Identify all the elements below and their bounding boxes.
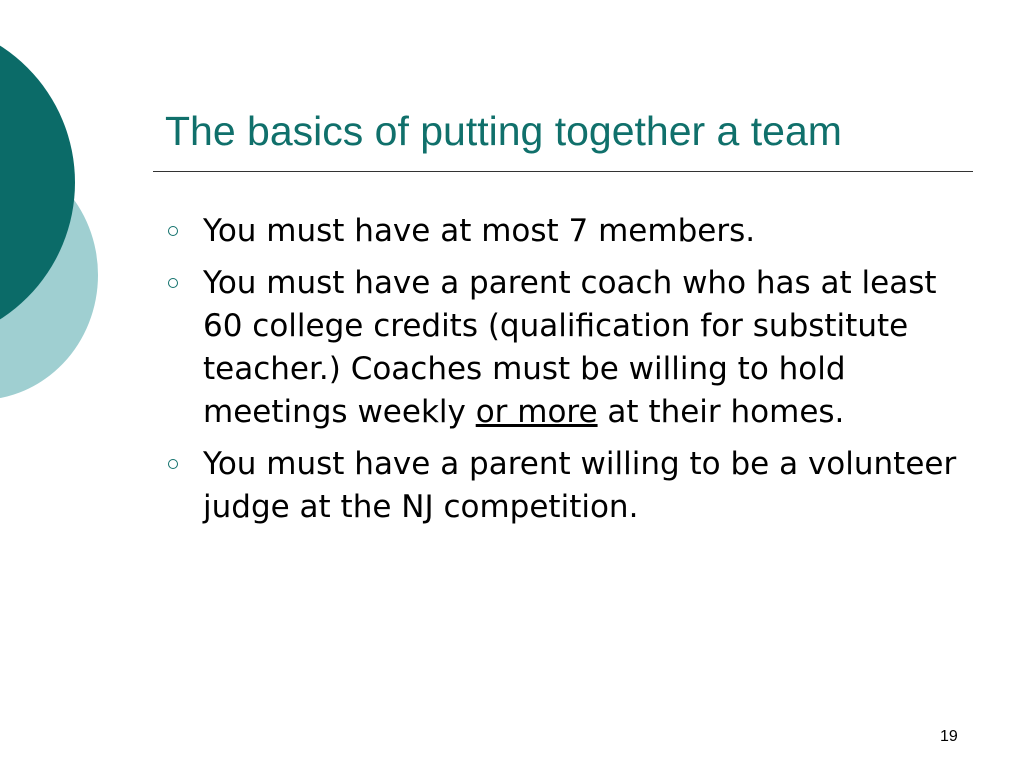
bullet-text-part: You must have a parent coach who has at least 60 college credits (qualification for substitute teacher.) Coaches must be willing to hold meetings weekly <box>203 265 937 430</box>
bullet-item <box>165 262 965 434</box>
slide-title: The basics of putting together a team <box>165 108 842 154</box>
bullet-circle-icon <box>168 226 178 236</box>
bullet-text: You must have a parent willing to be a volunteer judge at the NJ competition. <box>203 446 957 525</box>
bullet-item <box>165 443 965 529</box>
title-divider <box>153 171 973 172</box>
bullet-item <box>165 210 965 253</box>
bullet-circle-icon <box>168 459 178 469</box>
page-number: 19 <box>940 728 958 745</box>
bullet-text: You must have at most 7 members. <box>203 213 756 249</box>
bullet-list <box>165 210 965 538</box>
bullet-text <box>203 265 937 430</box>
bullet-text-part: at their homes. <box>597 394 845 430</box>
underlined-emphasis: or more <box>475 394 598 430</box>
bullet-circle-icon <box>168 278 178 288</box>
